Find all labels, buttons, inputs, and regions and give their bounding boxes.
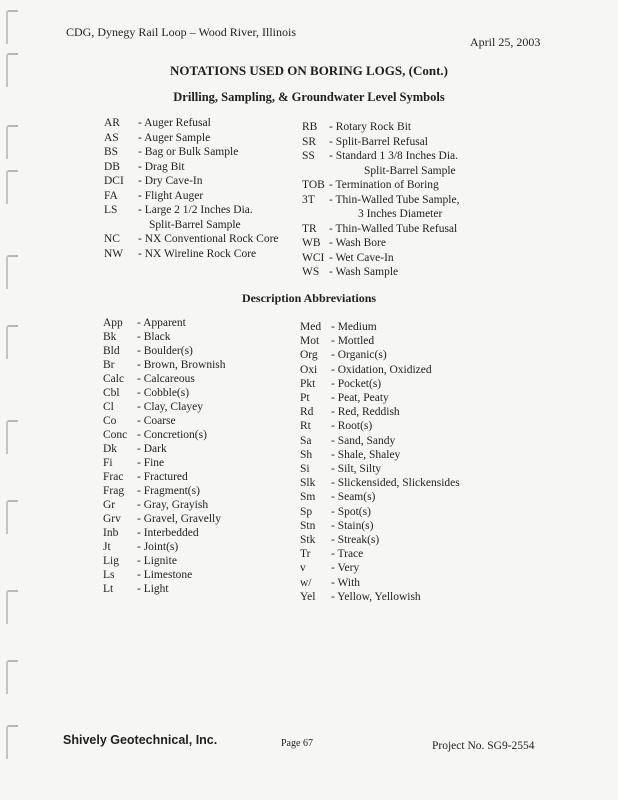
footer-project-number: Project No. SG9-2554 [432, 740, 535, 752]
header-date: April 25, 2003 [470, 35, 541, 49]
binder-hole [6, 255, 18, 289]
binder-hole [6, 590, 18, 624]
binder-hole [6, 325, 18, 359]
binder-hole [6, 125, 18, 159]
binder-hole [6, 725, 18, 759]
footer-page-number: Page 67 [281, 738, 313, 749]
section-heading-drilling: Drilling, Sampling, & Groundwater Level Symbols [173, 90, 445, 104]
binder-hole [6, 170, 18, 204]
binder-hole [6, 10, 18, 44]
binder-hole [6, 500, 18, 534]
section-heading-description: Description Abbreviations [241, 291, 377, 305]
binder-hole-marks [0, 0, 30, 800]
footer-company: Shively Geotechnical, Inc. [63, 733, 218, 747]
binder-hole [6, 660, 18, 694]
page-title: NOTATIONS USED ON BORING LOGS, (Cont.) [170, 63, 448, 78]
header-project: CDG, Dynegy Rail Loop – Wood River, Illinois [66, 25, 296, 39]
binder-hole [6, 420, 18, 454]
